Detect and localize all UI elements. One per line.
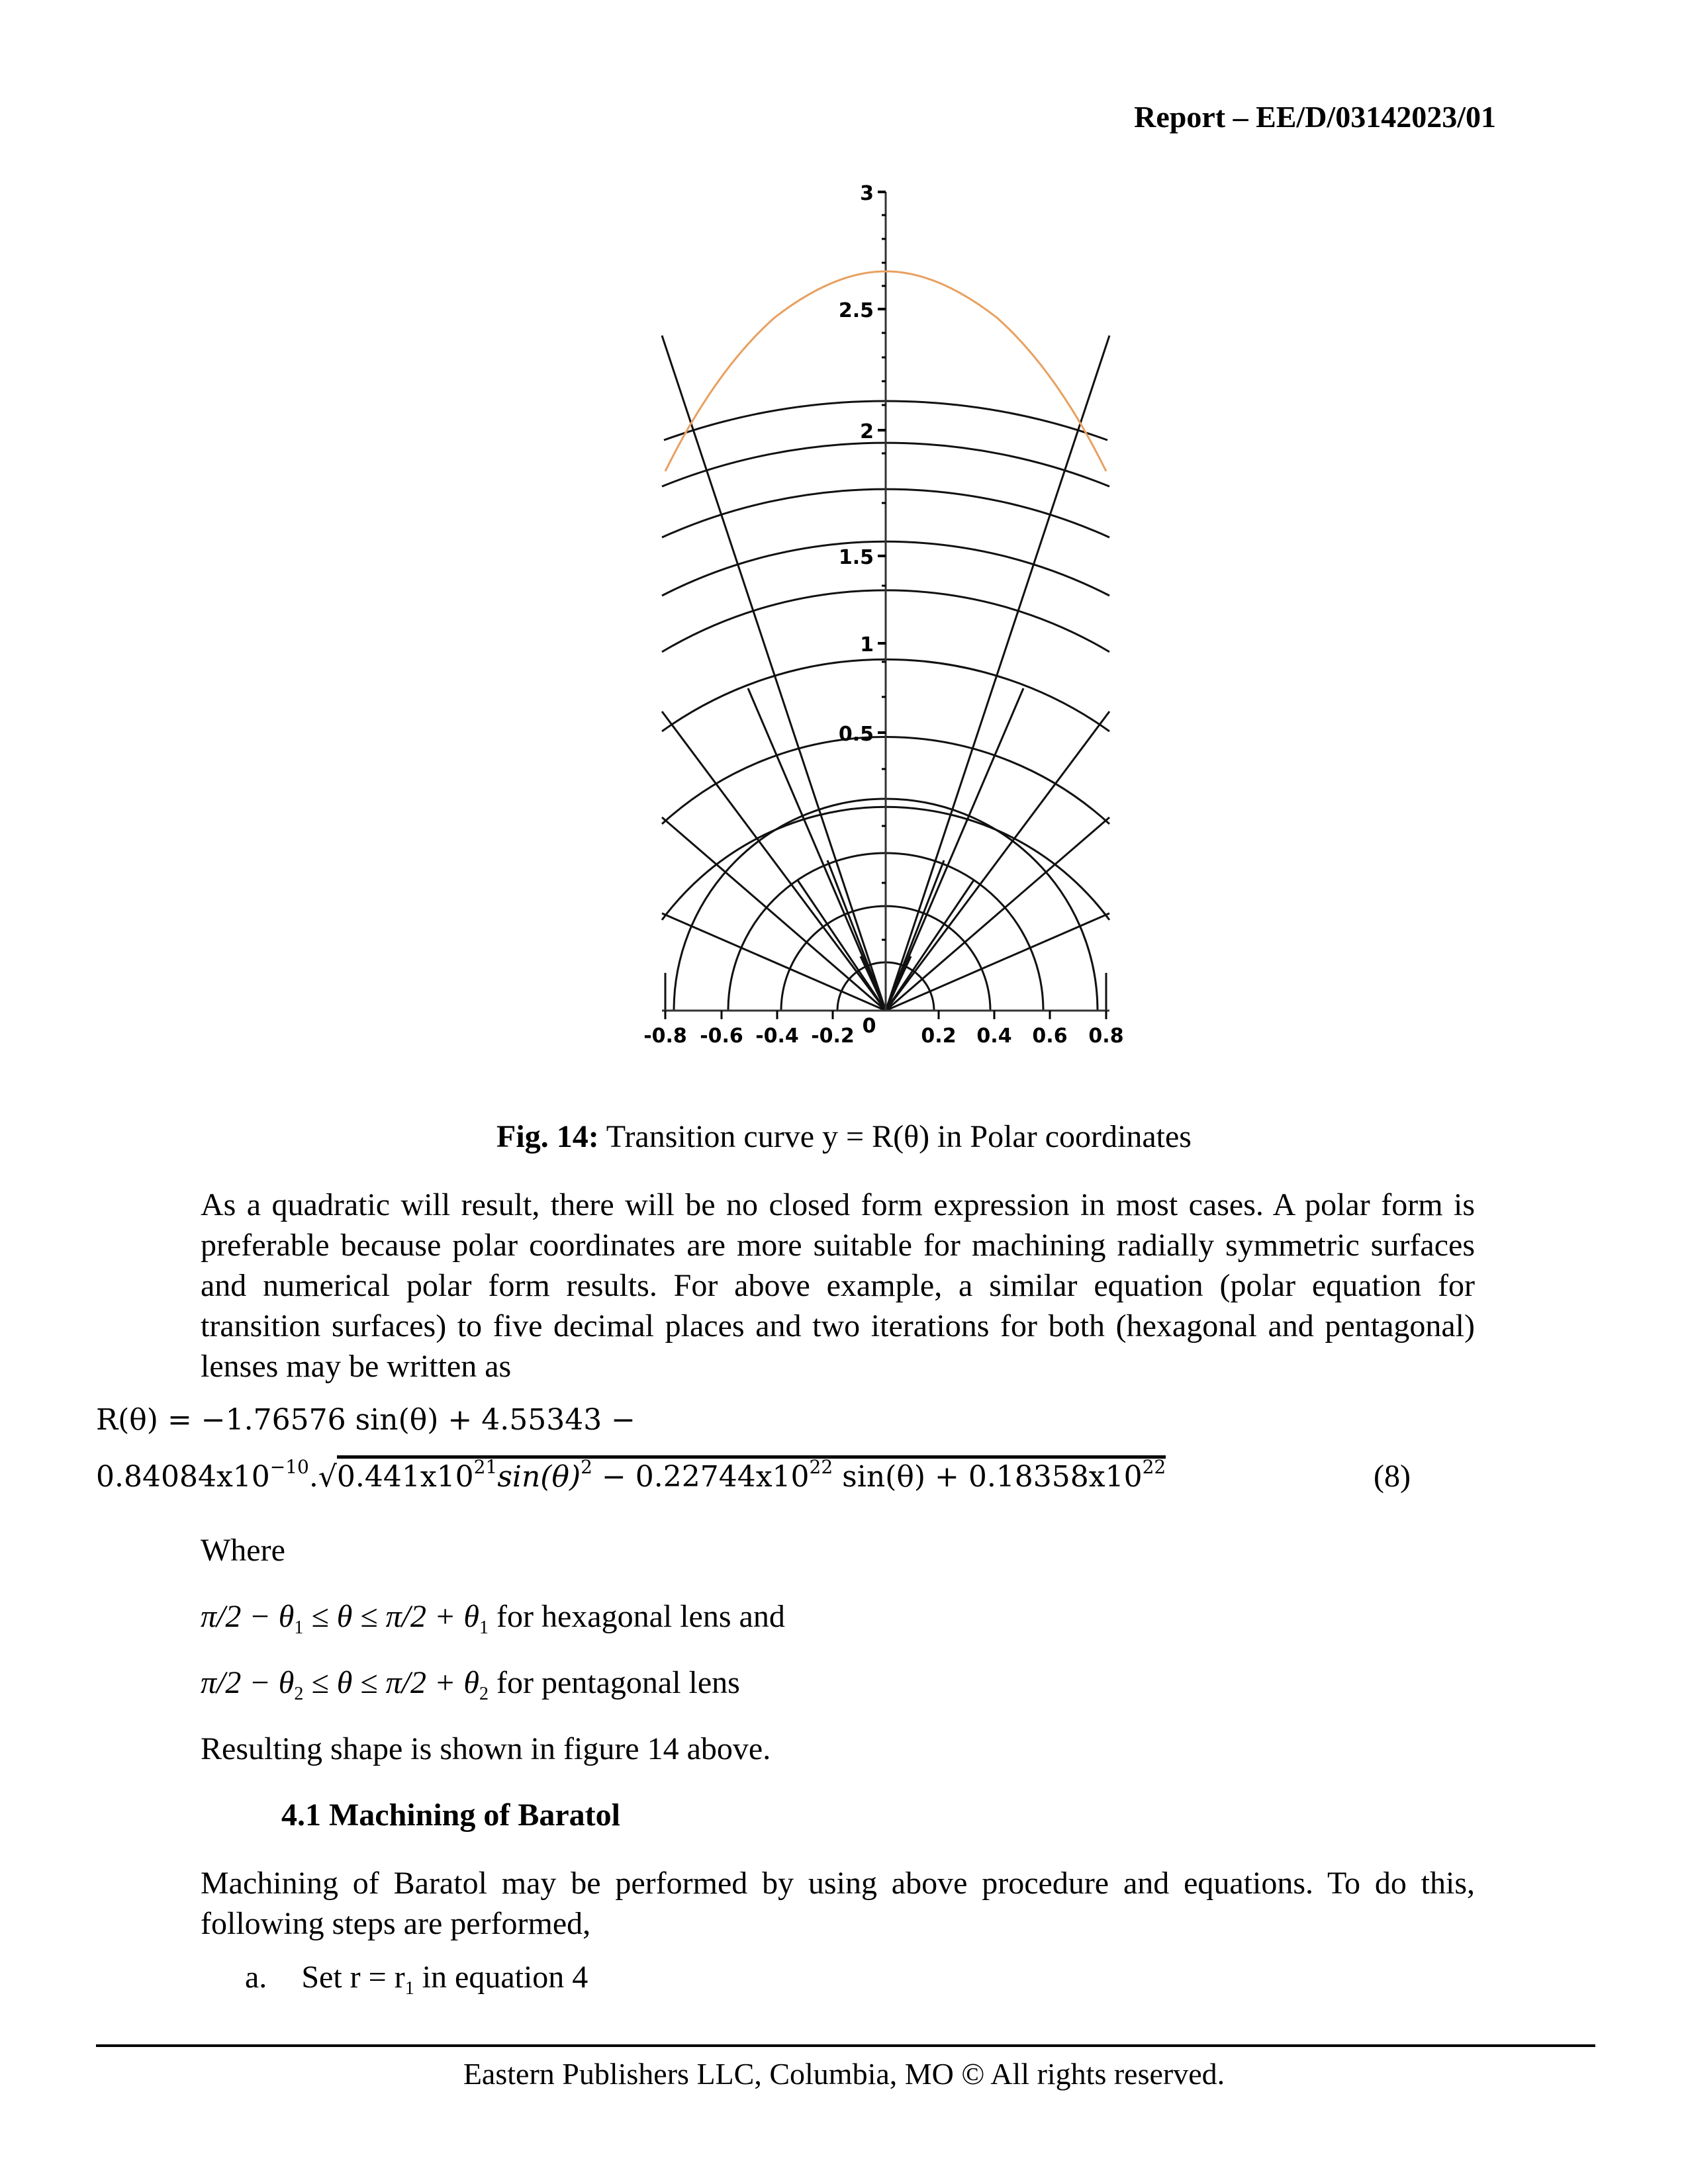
equation-line-2: $0.84084x10^{-10}.√0.441x10^{21}\sin(\theta)^2 - 0.22744x10^{22}$ $\sin(\theta) + 0.18358x10^{22}$ bbox=[96, 1456, 1166, 1494]
equation-coef: 0.84084x10 bbox=[96, 1460, 270, 1494]
step-a: a. Set $r = r_1$ in equation 4 bbox=[245, 1960, 588, 1999]
where-label: Where bbox=[201, 1533, 285, 1568]
equation-line-1 bbox=[96, 1403, 635, 1437]
x-tick-0.6: 0.6 bbox=[1032, 1024, 1068, 1048]
equation-number: (8) bbox=[1374, 1459, 1411, 1494]
sqrt-content: $0.441x10^{21}\sin(\theta)^2 - 0.22744x10^{22}$ $\sin(\theta) + 0.18358x10^{22}$ bbox=[336, 1456, 1166, 1494]
paragraph-machining: Machining of Baratol may be performed by using above procedure and equations. To do this, following steps are performed, bbox=[201, 1866, 1475, 1941]
section-heading: 4.1 Machining of Baratol bbox=[281, 1797, 620, 1833]
y-tick-1.5: 1.5 bbox=[838, 546, 874, 569]
x-tick--0.2: -0.2 bbox=[811, 1024, 855, 1048]
x-tick-0.4: 0.4 bbox=[976, 1024, 1012, 1048]
y-tick-1: 1 bbox=[860, 633, 874, 657]
condition-pentagonal: $\pi/2 - \theta_2 \le \theta \le \pi/2 + \theta_2$ for pentagonal lens bbox=[201, 1665, 740, 1704]
y-tick-2.5: 2.5 bbox=[838, 299, 874, 322]
y-tick-0.5: 0.5 bbox=[838, 723, 874, 746]
figure-label: Fig. 14: bbox=[496, 1119, 599, 1154]
result-sentence: Resulting shape is shown in figure 14 above. bbox=[201, 1731, 771, 1766]
y-tick-2: 2 bbox=[860, 420, 874, 443]
condition-hexagonal: $\pi/2 - \theta_1 \le \theta \le \pi/2 + \theta_1$ for hexagonal lens and bbox=[201, 1599, 785, 1638]
footer-copyright: Eastern Publishers LLC, Columbia, MO © All rights reserved. bbox=[463, 2057, 1225, 2091]
figure-caption bbox=[0, 1118, 1688, 1155]
y-tick-3: 3 bbox=[860, 182, 874, 205]
x-tick-0: 0 bbox=[862, 1015, 876, 1038]
x-tick--0.8: -0.8 bbox=[643, 1024, 687, 1048]
equation-line-1-text: R(θ) = −1.76576 sin(θ) + 4.55343 − bbox=[96, 1403, 636, 1437]
paragraph-polar-form: As a quadratic will result, there will be no closed form expression in most cases. A polar form is preferable because polar coordinates are more suitable for machining radially symmetric surfaces and numerical polar form results. For above example, a similar equation (polar equation for transition surfaces) to five decimal places and two iterations for both (hexagonal and pentagonal) lenses may be written as bbox=[201, 1187, 1475, 1384]
x-tick-0.2: 0.2 bbox=[921, 1024, 957, 1048]
sqrt-symbol: √ bbox=[318, 1460, 337, 1494]
polar-plot bbox=[622, 172, 1139, 1052]
footer-divider bbox=[96, 2044, 1595, 2047]
step-marker: a. bbox=[245, 1960, 267, 1995]
figure-caption-text: Transition curve y = R(θ) in Polar coordinates bbox=[598, 1119, 1192, 1154]
x-tick--0.4: -0.4 bbox=[755, 1024, 799, 1048]
report-id-header: Report – EE/D/03142023/01 bbox=[1134, 100, 1496, 134]
x-tick--0.6: -0.6 bbox=[700, 1024, 743, 1048]
axes bbox=[662, 192, 1109, 1011]
x-tick-0.8: 0.8 bbox=[1088, 1024, 1124, 1048]
